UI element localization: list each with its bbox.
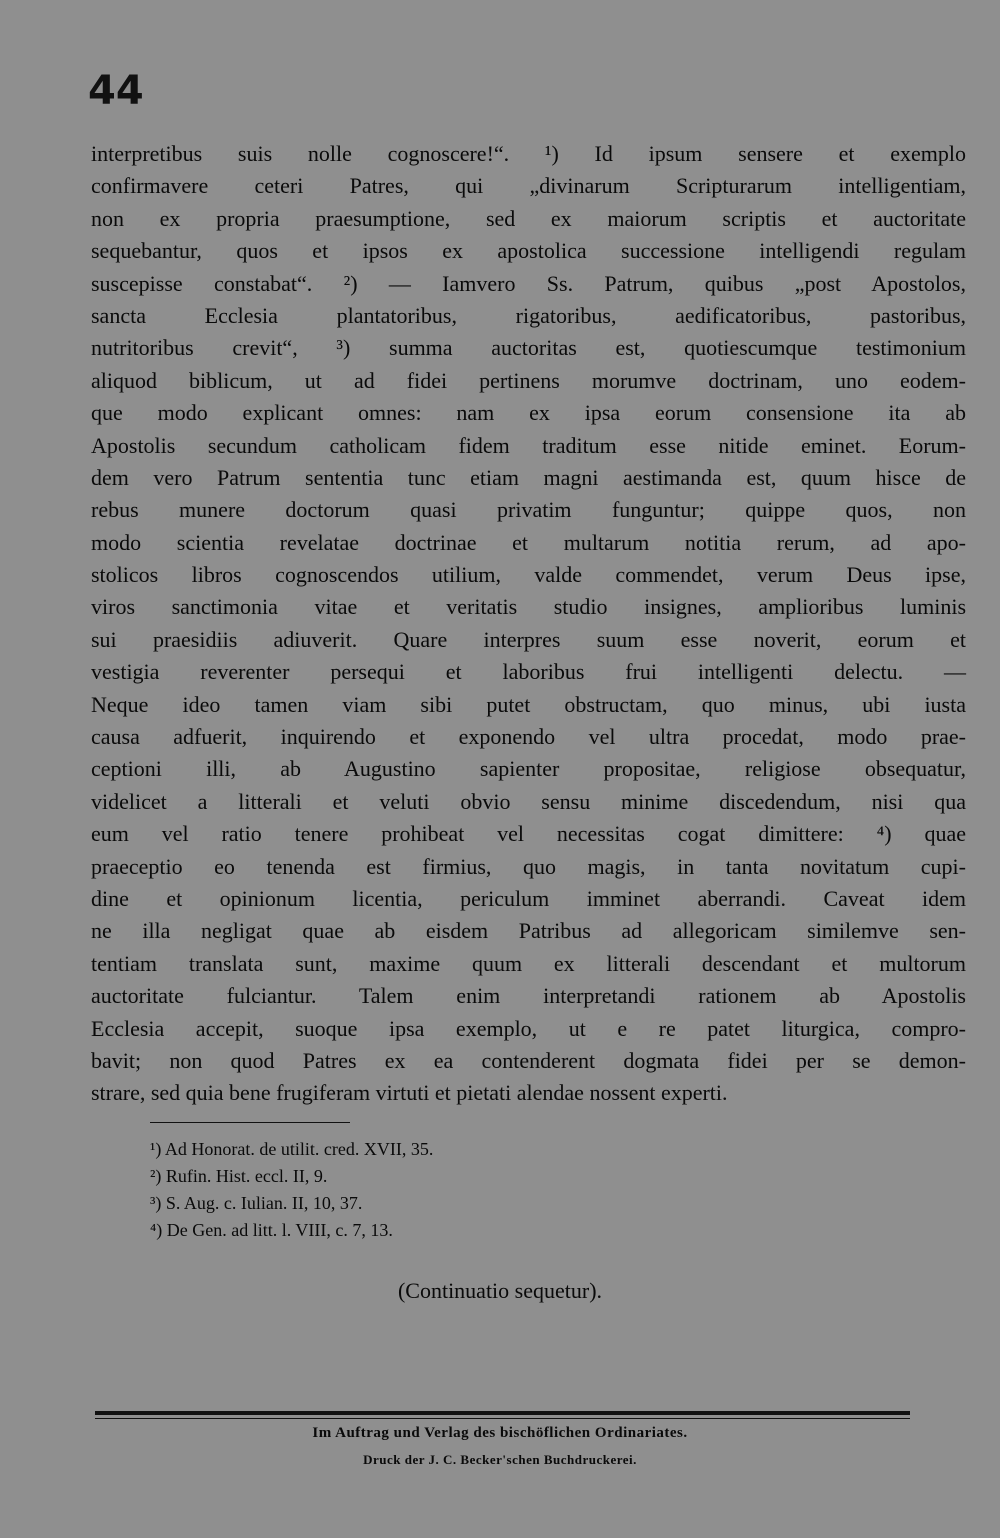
text-line: videlicet a litterali et veluti obvio sensu minime discedendum, nisi qua [91, 788, 966, 814]
body-text [91, 138, 966, 1110]
footnotes [150, 1136, 433, 1244]
text-line: rebus munere doctorum quasi privatim funguntur; quippe quos, non [91, 497, 966, 523]
text-line: Ecclesia accepit, suoque ipsa exemplo, ut e re patet liturgica, compro- [91, 1015, 966, 1041]
text-line: que modo explicant omnes: nam ex ipsa eorum consensione ita ab [91, 400, 966, 426]
imprint-publisher: Im Auftrag und Verlag des bischöflichen Ordinariates. [312, 1425, 688, 1441]
text-line: causa adfuerit, inquirendo et exponendo vel ultra procedat, modo prae- [91, 724, 966, 750]
text-line: sui praesidiis adiuverit. Quare interpres suum esse noverit, eorum et [91, 626, 966, 652]
text-line: stolicos libros cognoscendos utilium, valde commendet, verum Deus ipse, [91, 562, 966, 588]
footnote: ³) S. Aug. c. Iulian. II, 10, 37. [150, 1193, 363, 1213]
text-line: non ex propria praesumptione, sed ex maiorum scriptis et auctoritate [91, 205, 966, 231]
imprint-printer: Druck der J. C. Becker'schen Buchdruckerei. [363, 1452, 637, 1467]
text-line: ceptioni illi, ab Augustino sapienter propositae, religiose obsequatur, [91, 756, 966, 782]
page-number: 44 [88, 68, 144, 114]
text-line: aliquod biblicum, ut ad fidei pertinens morumve doctrinam, uno eodem- [91, 367, 966, 393]
text-line: tentiam translata sunt, maxime quum ex litterali descendant et multorum [91, 950, 966, 976]
text-line: sancta Ecclesia plantatoribus, rigatoribus, aedificatoribus, pastoribus, [91, 302, 966, 328]
text-line: viros sanctimonia vitae et veritatis studio insignes, amplioribus luminis [91, 594, 966, 620]
text-line: sequebantur, quos et ipsos ex apostolica successione intelligendi regulam [91, 238, 966, 264]
text-line: ne illa negligat quae ab eisdem Patribus ad allegoricam similemve sen- [91, 918, 966, 944]
text-line: Neque ideo tamen viam sibi putet obstructam, quo minus, ubi iusta [91, 691, 966, 717]
text-line: bavit; non quod Patres ex ea contenderent dogmata fidei per se demon- [91, 1047, 966, 1073]
text-line: strare, sed quia bene frugiferam virtuti et pietati alendae nossent experti. [91, 1080, 728, 1106]
text-line: praeceptio eo tenenda est firmius, quo magis, in tanta novitatum cupi- [91, 853, 966, 879]
text-line: nutritoribus crevit“, ³) summa auctoritas est, quotiescumque testimonium [91, 335, 966, 361]
text-line: suscepisse constabat“. ²) — Iamvero Ss. Patrum, quibus „post Apostolos, [91, 270, 966, 296]
text-line: dem vero Patrum sententia tunc etiam magni aestimanda est, quum hisce de [91, 464, 966, 490]
text-line: vestigia reverenter persequi et laboribus frui intelligenti delectu. — [91, 659, 966, 685]
footnote: ¹) Ad Honorat. de utilit. cred. XVII, 35. [150, 1139, 434, 1159]
text-line: Apostolis secundum catholicam fidem traditum esse nitide eminet. Eorum- [91, 432, 966, 458]
imprint-rule-thin [95, 1418, 910, 1419]
footnote: ⁴) De Gen. ad litt. l. VIII, c. 7, 13. [150, 1220, 393, 1240]
footnote-rule [150, 1122, 350, 1123]
text-line: auctoritate fulciantur. Talem enim interpretandi rationem ab Apostolis [91, 983, 966, 1009]
text-line: eum vel ratio tenere prohibeat vel necessitas cogat dimittere: ⁴) quae [91, 821, 966, 847]
text-line: modo scientia revelatae doctrinae et multarum notitia rerum, ad apo- [91, 529, 966, 555]
text-line: confirmavere ceteri Patres, qui „divinarum Scripturarum intelligentiam, [91, 173, 966, 199]
text-line: dine et opinionum licentia, periculum imminet aberrandi. Caveat idem [91, 885, 966, 911]
imprint-rule [95, 1411, 910, 1415]
footnote: ²) Rufin. Hist. eccl. II, 9. [150, 1166, 328, 1186]
text-line: interpretibus suis nolle cognoscere!“. ¹) Id ipsum sensere et exemplo [91, 141, 966, 166]
continuation-note: (Continuatio sequetur). [397, 1278, 603, 1303]
